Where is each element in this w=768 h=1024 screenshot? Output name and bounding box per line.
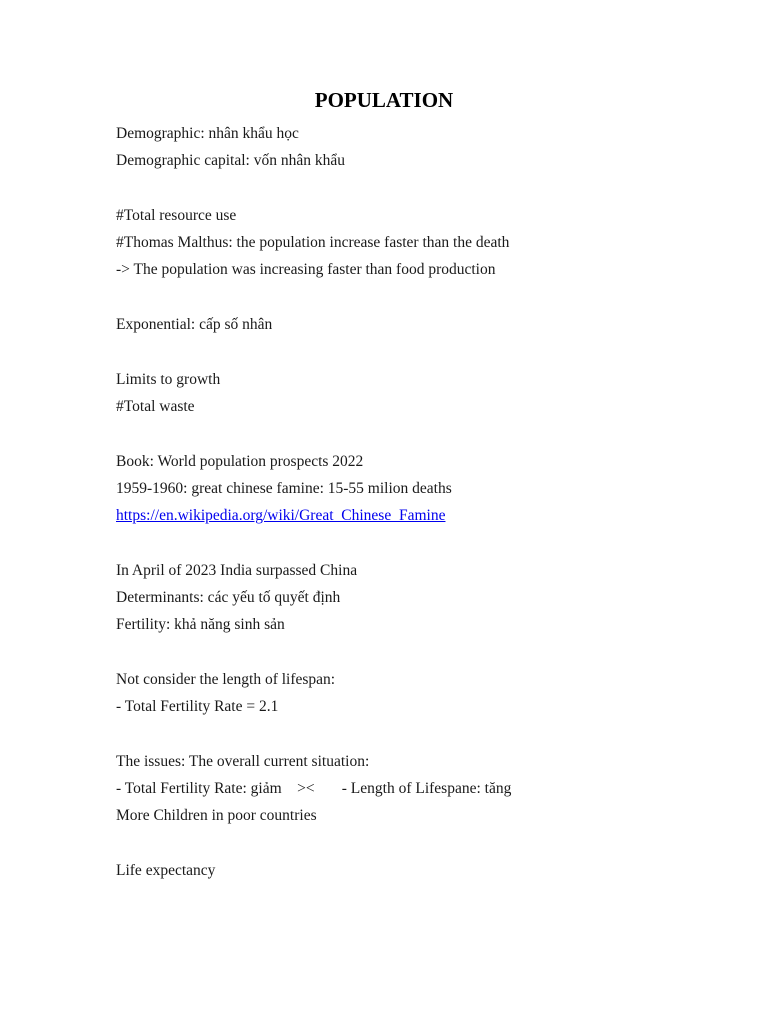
text-line-famine: 1959-1960: great chinese famine: 15-55 milion deaths [116, 479, 452, 497]
blank-line [116, 175, 736, 202]
blank-line [116, 721, 736, 748]
text-line-tfr: - Total Fertility Rate = 2.1 [116, 698, 279, 716]
text-line-tfr-lifespan: - Total Fertility Rate: giảm >< - Length of Lifespane: tăng [116, 780, 512, 798]
text-line-india-china: In April of 2023 India surpassed China [116, 561, 358, 579]
text-line-total-waste: #Total waste [116, 397, 195, 415]
blank-line [116, 529, 736, 556]
blank-line [116, 284, 736, 311]
document-body [116, 120, 736, 884]
text-line-more-children: More Children in poor countries [116, 807, 317, 825]
text-line-limits-to-growth: Limits to growth [116, 370, 221, 388]
text-line-thomas-malthus: #Thomas Malthus: the population increase faster than the death [116, 234, 510, 252]
blank-line [116, 420, 736, 447]
text-line-demographic: Demographic: nhân khẩu học [116, 125, 299, 142]
text-line-life-expectancy: Life expectancy [116, 862, 216, 880]
text-line-lifespan: Not consider the length of lifespan: [116, 670, 336, 688]
text-line-demographic-capital: Demographic capital: vốn nhân khẩu [116, 152, 345, 170]
blank-line [116, 338, 736, 365]
text-line-fertility: Fertility: khả năng sinh sản [116, 616, 285, 634]
famine-link-line [116, 502, 736, 529]
text-line-determinants: Determinants: các yếu tố quyết định [116, 589, 341, 607]
text-line-exponential: Exponential: cấp số nhân [116, 316, 273, 334]
blank-line [116, 639, 736, 666]
text-line-total-resource-use: #Total resource use [116, 206, 237, 224]
text-line-food-production: -> The population was increasing faster than food production [116, 261, 496, 279]
text-line-book: Book: World population prospects 2022 [116, 452, 364, 470]
blank-line [116, 830, 736, 857]
text-line-issues: The issues: The overall current situation: [116, 752, 370, 770]
wikipedia-famine-link[interactable]: https://en.wikipedia.org/wiki/Great_Chinese_Famine [116, 507, 446, 525]
page-title: POPULATION [314, 88, 454, 112]
